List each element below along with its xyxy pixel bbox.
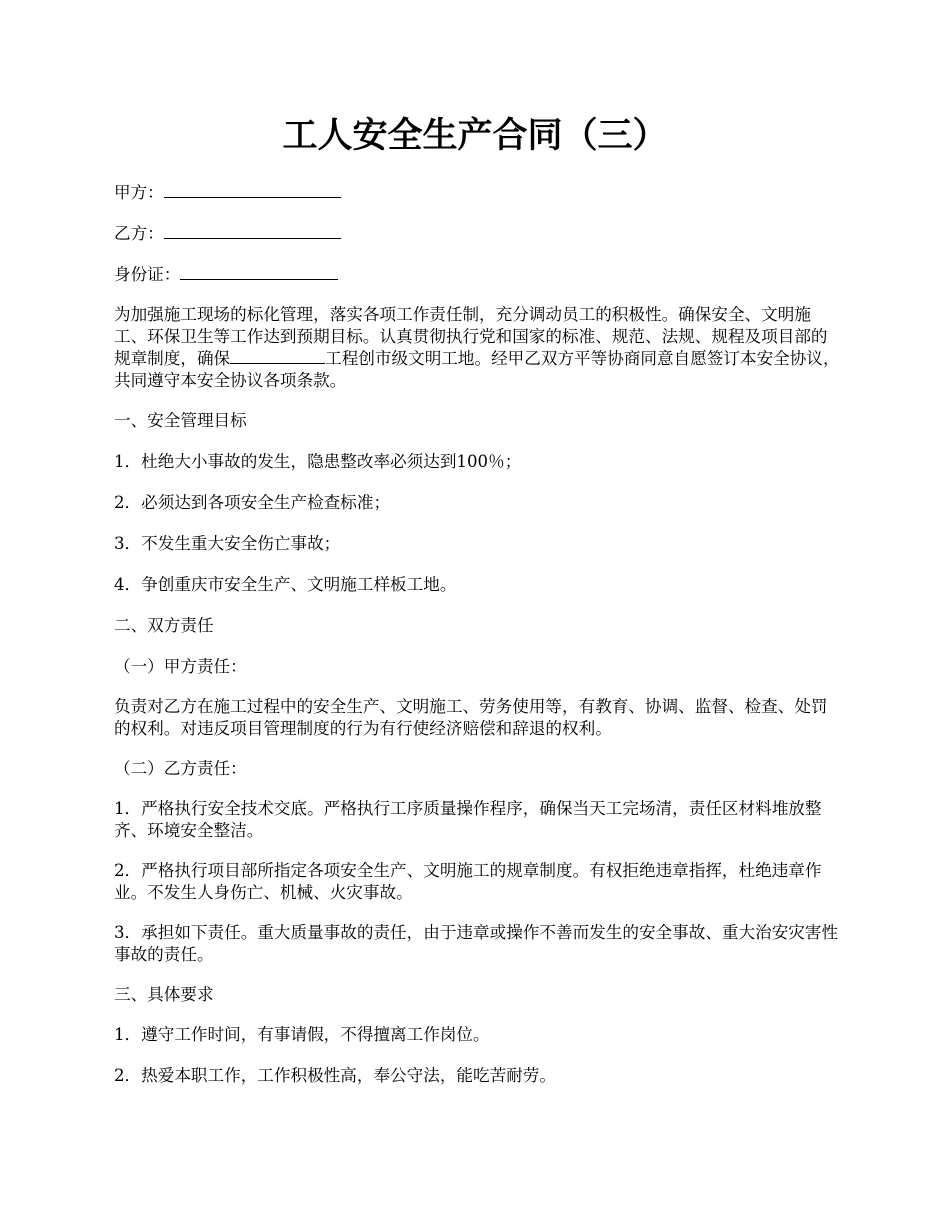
section3-item-1: 1．遵守工作时间，有事请假，不得擅离工作岗位。 — [114, 1025, 490, 1044]
id-field — [114, 264, 840, 286]
party-a-blank — [164, 182, 341, 198]
section3-title: 三、具体要求 — [114, 985, 214, 1004]
party-b-field — [114, 223, 840, 245]
party-a-label: 甲方： — [114, 183, 164, 202]
section1-item-1: 1．杜绝大小事故的发生，隐患整改率必须达到100％； — [114, 452, 522, 471]
party-b-label: 乙方： — [114, 224, 164, 243]
party-b-responsibility-item-2: 2．严格执行项目部所指定各项安全生产、文明施工的规章制度。有权拒绝违章指挥，杜绝违章作业。不发生人身伤亡、机械、火灾事故。 — [114, 861, 822, 902]
section1-item-2: 2．必须达到各项安全生产检查标准； — [114, 493, 391, 512]
party-b-responsibility-title: （二）乙方责任： — [114, 759, 247, 778]
section1-item-4: 4．争创重庆市安全生产、文明施工样板工地。 — [114, 575, 457, 594]
section2-title: 二、双方责任 — [114, 616, 214, 635]
section1-item-3: 3．不发生重大安全伤亡事故； — [114, 534, 341, 553]
party-a-field — [114, 182, 840, 204]
party-b-blank — [164, 223, 341, 239]
party-a-responsibility-title: （一）甲方责任： — [114, 657, 247, 676]
party-b-responsibility-item-1: 1．严格执行安全技术交底。严格执行工序质量操作程序，确保当天工完场清，责任区材料堆放整齐、环境安全整洁。 — [114, 799, 822, 840]
party-b-responsibility-item-3: 3．承担如下责任。重大质量事故的责任，由于违章或操作不善而发生的安全事故、重大治安灾害性事故的责任。 — [114, 923, 839, 964]
id-label: 身份证： — [114, 265, 181, 284]
intro-text-part2: 工程创市级文明工地。经甲乙双方平等协商同意自愿签订本安全协议，共同遵守本安全协议各项条款。 — [114, 349, 840, 390]
party-a-responsibility-text: 负责对乙方在施工过程中的安全生产、文明施工、劳务使用等，有教育、协调、监督、检查、处罚的权利。对违反项目管理制度的行为有行使经济赔偿和辞退的权利。 — [114, 697, 828, 738]
section3-item-2: 2．热爱本职工作，工作积极性高，奉公守法，能吃苦耐劳。 — [114, 1066, 556, 1085]
id-blank — [180, 264, 338, 280]
intro-text-part1: 为加强施工现场的标化管理，落实各项工作责任制，充分调动员工的积极性。确保安全、文明施工、环保卫生等工作达到预期目标。认真贯彻执行党和国家的标准、规范、法规、规程及项目部的规章制度，确保 — [114, 305, 828, 368]
project-name-blank — [230, 348, 325, 364]
document-title: 工人安全生产合同（三） — [282, 115, 668, 156]
section1-title: 一、安全管理目标 — [114, 411, 247, 430]
intro-paragraph — [114, 304, 840, 392]
